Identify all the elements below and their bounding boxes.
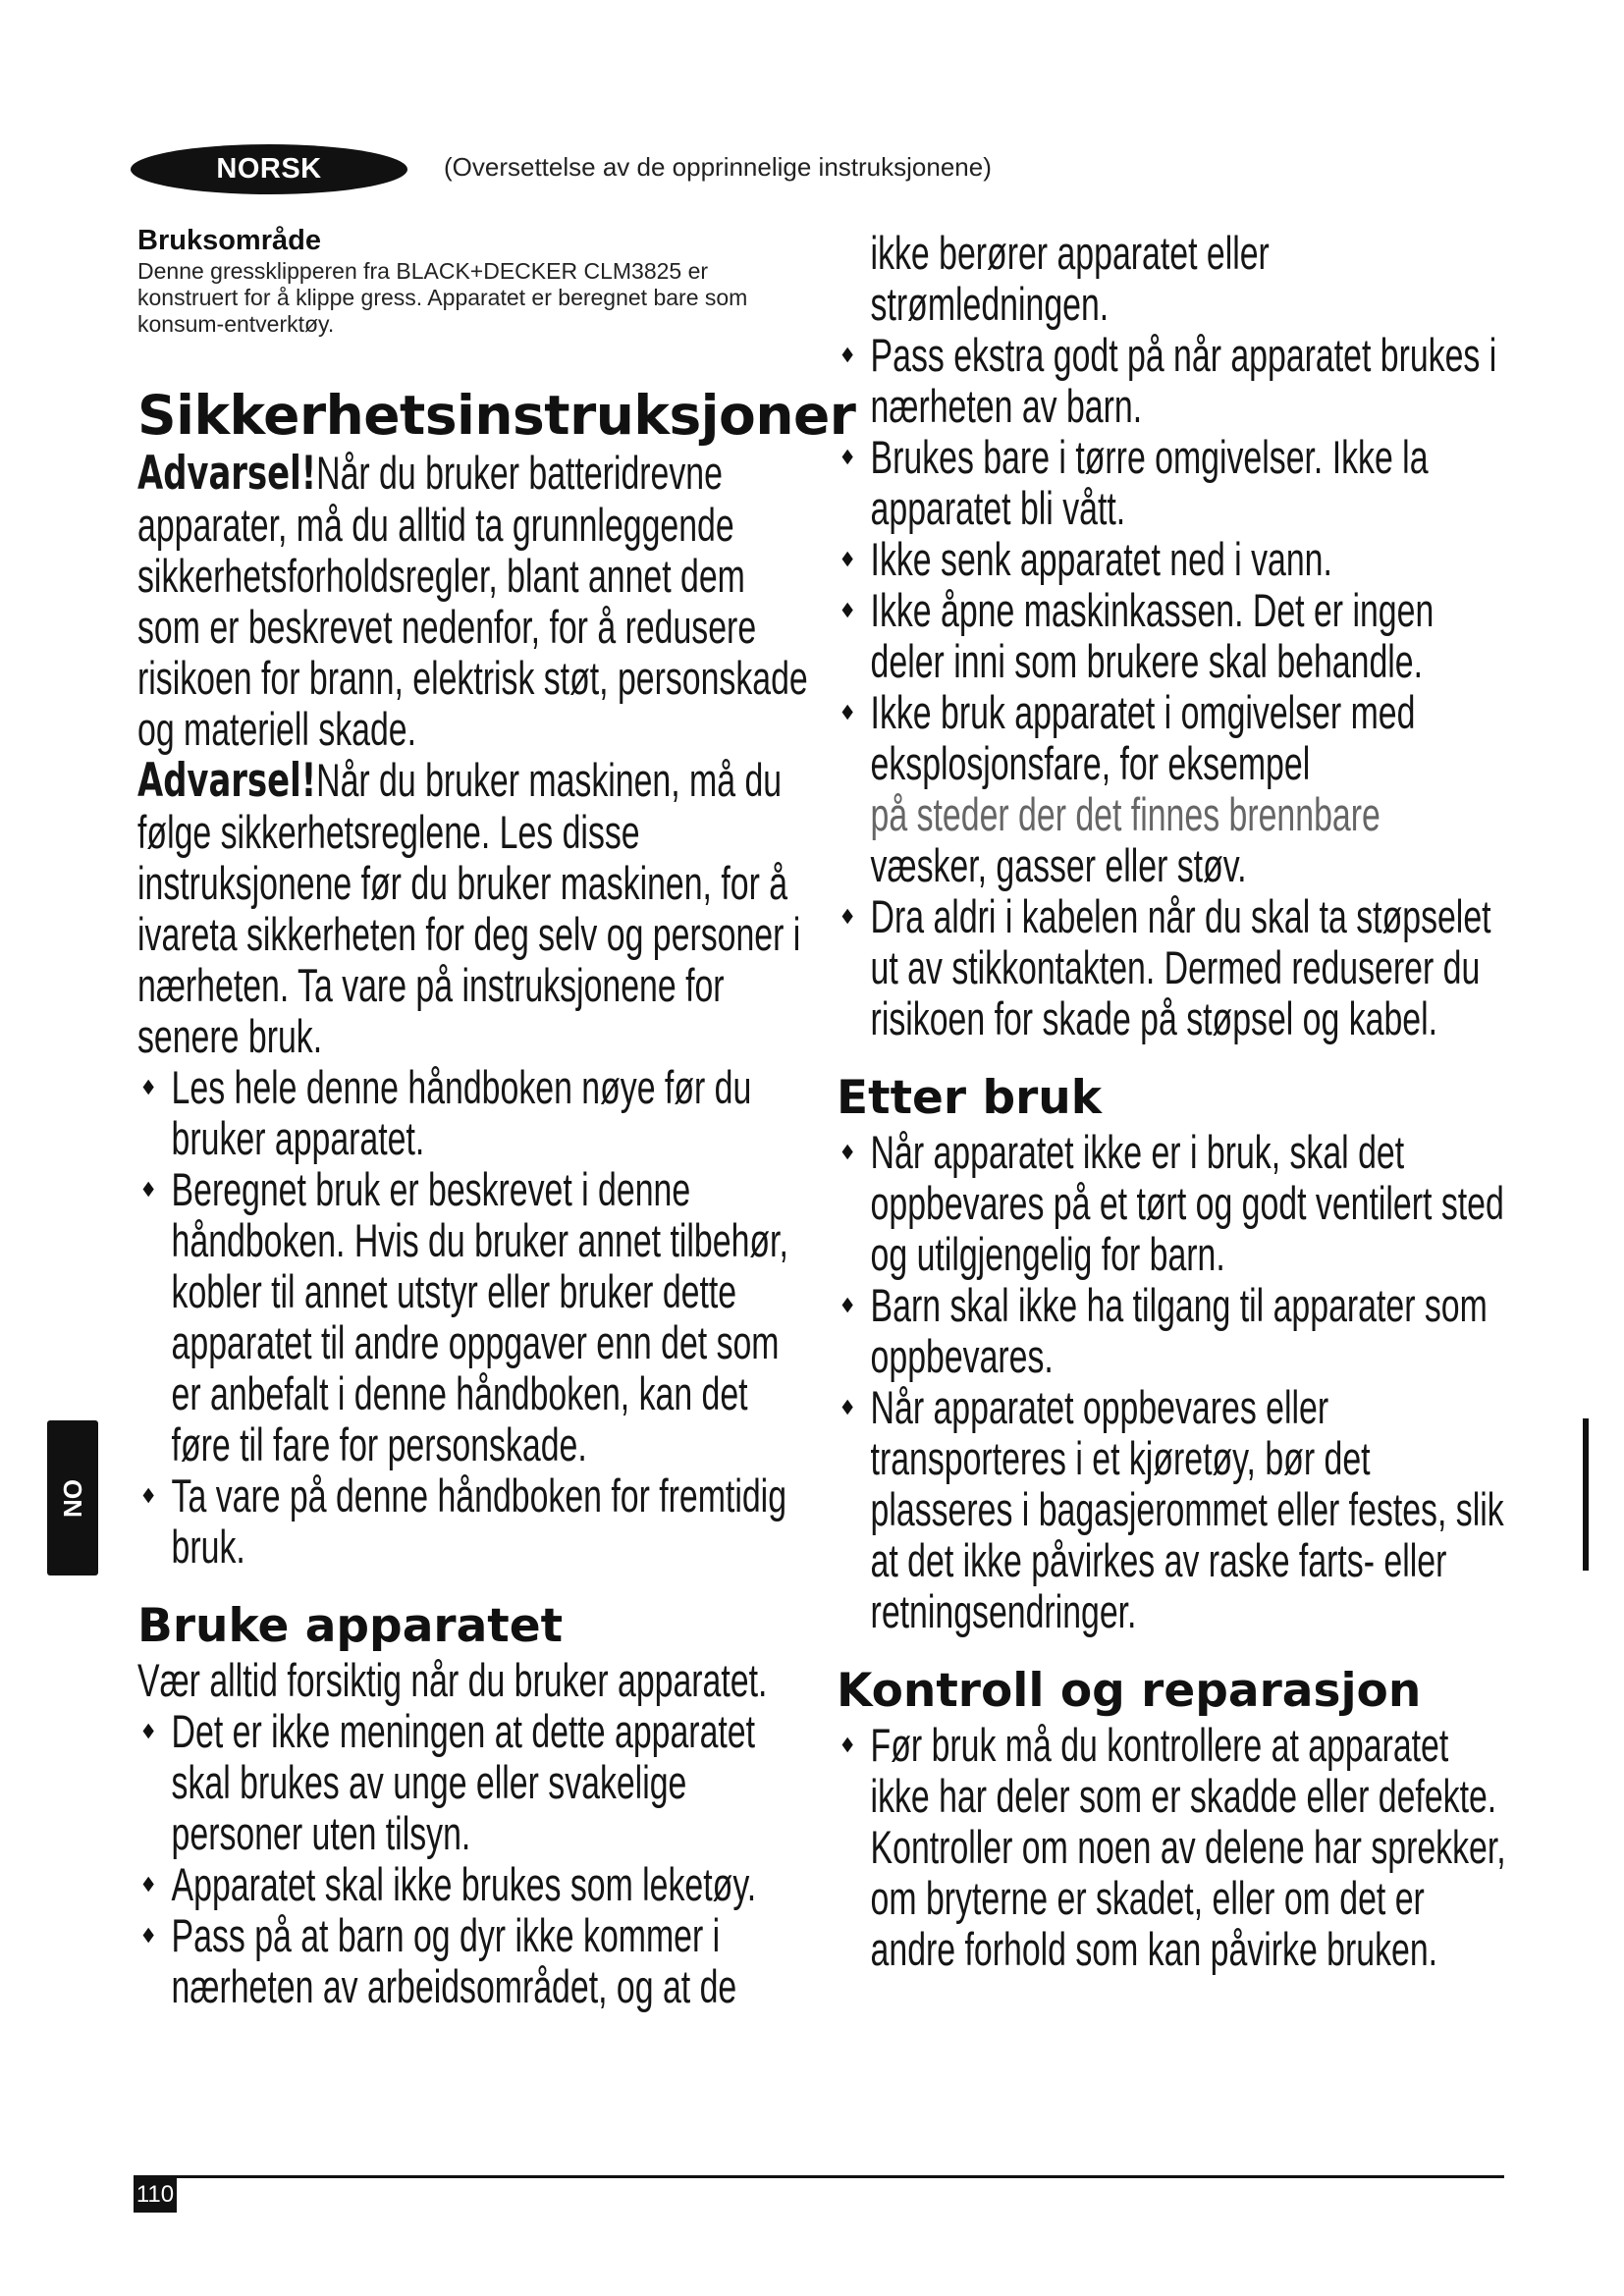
footer-rule — [134, 2175, 1504, 2178]
translation-note: (Oversettelse av de opprinnelige instruksjonene) — [444, 152, 992, 182]
bullet-diamond-icon — [143, 1724, 154, 1739]
warning-text: Når du bruker batteridrevne apparater, må du alltid ta grunnleggende sikkerhetsforholdsregler, blant annet dem som er beskrevet nedenfor, for å redusere risikoen for brann, elektrisk støt, personskade og materiell skade. — [137, 447, 808, 755]
language-badge — [131, 144, 407, 194]
use-bullet-list — [137, 1706, 811, 2012]
bullet-diamond-icon — [842, 552, 853, 567]
after-use-bullet-list — [837, 1127, 1515, 1637]
bullet-diamond-icon — [842, 1298, 853, 1313]
warning-text: Når du bruker maskinen, må du følge sikkerhetsreglene. Les disse instruksjonene før du bruker maskinen, for å ivareta sikkerheten for deg selv og personer i nærheten. Ta vare på instruksjonene for senere bruk. — [137, 754, 801, 1062]
after-use-title: Etter bruk — [837, 1071, 1102, 1125]
repair-title: Kontroll og reparasjon — [837, 1664, 1422, 1718]
list-item: Ta vare på denne håndboken for fremtidig bruk. — [137, 1470, 811, 1573]
warning-label: Advarsel! — [137, 447, 317, 501]
warning-paragraph-2 — [137, 755, 811, 1062]
list-item: Når apparatet ikke er i bruk, skal det oppbevares på et tørt og godt ventilert sted og utilgjengelig for barn. — [837, 1127, 1515, 1280]
list-item: Pass på at barn og dyr ikke kommer i nærheten av arbeidsområdet, og at de — [137, 1910, 811, 2012]
margin-marker — [1583, 1418, 1589, 1571]
list-item: Apparatet skal ikke brukes som leketøy. — [137, 1859, 811, 1910]
warning-label: Advarsel! — [137, 754, 317, 808]
bullet-diamond-icon — [143, 1877, 154, 1893]
right-column — [837, 228, 1514, 1975]
language-label: NORSK — [216, 153, 322, 185]
bullet-diamond-icon — [143, 1488, 154, 1504]
intended-use-text: Denne gressklipperen fra BLACK+DECKER CLM3825 er konstruert for å klippe gress. Apparatet er beregnet bare som konsum-entverktøy. — [137, 258, 748, 337]
list-item: Pass ekstra godt på når apparatet brukes i nærheten av barn. — [837, 330, 1515, 432]
safety-bullet-list — [137, 1062, 811, 1573]
list-item: Ikke bruk apparatet i omgivelser med eksplosjonsfare, for eksempel på steder der det finnes brennbare væsker, gasser eller støv. — [837, 687, 1515, 891]
list-item: Beregnet bruk er beskrevet i denne håndboken. Hvis du bruker annet tilbehør, kobler til annet utstyr eller bruker dette apparatet til andre oppgaver enn det som er anbefalt i denne håndboken, kan det føre til fare for personskade. — [137, 1164, 811, 1470]
list-item: Brukes bare i tørre omgivelser. Ikke la apparatet bli vått. — [837, 432, 1515, 534]
list-item: Det er ikke meningen at dette apparatet skal brukes av unge eller svakelige personer uten tilsyn. — [137, 1706, 811, 1859]
safety-title: Sikkerhetsinstruksjoner — [137, 384, 856, 447]
bullet-diamond-icon — [143, 1182, 154, 1198]
bullet-diamond-icon — [842, 603, 853, 618]
list-item: Les hele denne håndboken nøye før du bruker apparatet. — [137, 1062, 811, 1164]
list-item: Ikke senk apparatet ned i vann. — [837, 534, 1515, 585]
use-bullet-list-continued — [837, 228, 1515, 1044]
bullet-diamond-icon — [842, 705, 853, 721]
bullet-diamond-icon — [842, 450, 853, 465]
repair-bullet-list — [837, 1720, 1515, 1975]
list-item: Barn skal ikke ha tilgang til apparater som oppbevares. — [837, 1280, 1515, 1382]
language-side-tab — [47, 1420, 98, 1575]
list-item-continued: ikke berører apparatet eller strømledningen. — [870, 227, 1270, 330]
bullet-diamond-icon — [143, 1928, 154, 1944]
list-item: Når apparatet oppbevares eller transporteres i et kjøretøy, bør det plasseres i bagasjerommet eller festes, slik at det ikke påvirkes av raske farts- eller retningsendringer. — [837, 1382, 1515, 1637]
warning-paragraph-1 — [137, 448, 811, 755]
intended-use-title: Bruksområde — [137, 225, 321, 256]
bullet-diamond-icon — [842, 1737, 853, 1753]
bullet-diamond-icon — [842, 909, 853, 925]
list-item: Ikke åpne maskinkassen. Det er ingen deler inni som brukere skal behandle. — [837, 585, 1515, 687]
list-item: Før bruk må du kontrollere at apparatet ikke har deler som er skadde eller defekte. Kontroller om noen av delene har sprekker, om bryterne er skadet, eller om det er andre forhold som kan påvirke bruken. — [837, 1720, 1515, 1975]
bullet-diamond-icon — [842, 347, 853, 363]
use-section-title: Bruke apparatet — [137, 1599, 564, 1653]
bullet-diamond-icon — [842, 1400, 853, 1415]
side-tab-label: NO — [57, 1478, 87, 1518]
list-item: Dra aldri i kabelen når du skal ta støpselet ut av stikkontakten. Dermed reduserer du risikoen for skade på støpsel og kabel. — [837, 891, 1515, 1044]
left-column — [137, 224, 856, 2012]
bullet-diamond-icon — [842, 1145, 853, 1160]
page-number: 110 — [134, 2177, 177, 2213]
bullet-diamond-icon — [143, 1080, 154, 1095]
use-intro: Vær alltid forsiktig når du bruker apparatet. — [137, 1654, 768, 1706]
